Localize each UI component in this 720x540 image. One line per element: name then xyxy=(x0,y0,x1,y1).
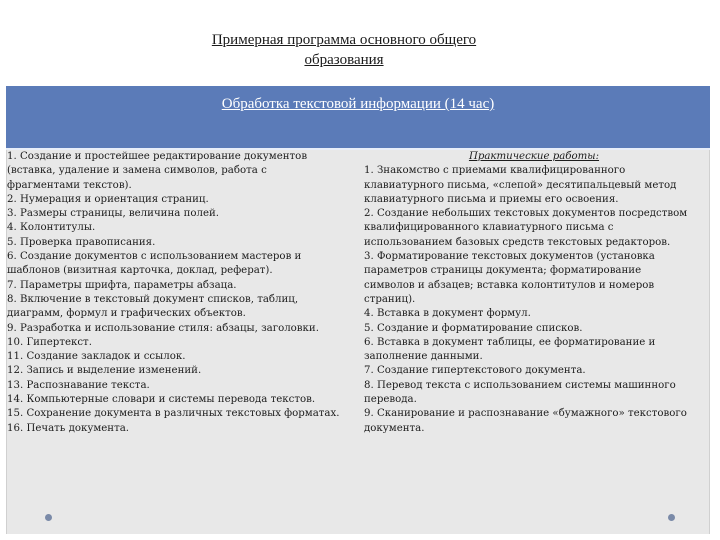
practical-work-line: 9. Сканирование и распознавание «бумажного» текстового xyxy=(364,408,687,420)
topic-line: 6. Создание документов с использованием мастеров и xyxy=(7,251,302,263)
topic-line: 4. Колонтитулы. xyxy=(7,222,96,234)
bullet-dot-left xyxy=(45,514,52,521)
topic-line: шаблонов (визитная карточка, доклад, реферат). xyxy=(7,265,273,277)
practical-work-line: клавиатурного письма и приемы его освоения. xyxy=(364,193,619,205)
topic-line: 8. Включение в текстовый документ списков, таблиц, xyxy=(7,293,299,305)
topic-line: 16. Печать документа. xyxy=(7,422,130,434)
section-band xyxy=(6,86,710,150)
practical-work-line: использованием базовых средств текстовых редакторов. xyxy=(364,236,671,248)
practical-work-line: квалифицированного клавиатурного письма с xyxy=(364,222,614,234)
practical-work-line: 8. Перевод текста с использованием системы машинного xyxy=(364,379,676,391)
topic-line: (вставка, удаление и замена символов, работа с xyxy=(7,165,267,177)
topic-line: 14. Компьютерные словари и системы перевода текстов. xyxy=(7,394,316,406)
topic-line: 11. Создание закладок и ссылок. xyxy=(7,351,186,363)
topic-line: диаграмм, формул и графических объектов. xyxy=(7,308,246,320)
topic-line: 10. Гипертекст. xyxy=(7,336,92,348)
practical-work-line: параметров страницы документа; форматирование xyxy=(364,265,642,277)
topic-line: 1. Создание и простейшее редактирование документов xyxy=(7,151,308,162)
practical-work-line: 5. Создание и форматирование списков. xyxy=(364,322,583,334)
topic-line: 2. Нумерация и ориентация страниц. xyxy=(7,193,209,205)
topic-line: 13. Распознавание текста. xyxy=(7,379,150,391)
practical-work-line: 1. Знакомство с приемами квалифицированного xyxy=(364,165,626,177)
page-title-line-1: Примерная программа основного общего xyxy=(211,32,477,48)
content-panel xyxy=(6,150,710,534)
practical-work-line: 3. Форматирование текстовых документов (установка xyxy=(364,251,655,263)
practical-work-line: 6. Вставка в документ таблицы, ее форматирование и xyxy=(364,336,656,348)
practical-work-line: заполнение данными. xyxy=(364,351,483,363)
topic-line: 5. Проверка правописания. xyxy=(7,236,156,248)
topic-line: фрагментами текстов). xyxy=(7,179,132,191)
practical-work-line: 2. Создание небольших текстовых документов посредством xyxy=(364,208,688,220)
practical-work-line: перевода. xyxy=(364,394,417,406)
page-title xyxy=(0,30,688,70)
practical-works-column xyxy=(364,150,704,436)
topic-line: 7. Параметры шрифта, параметры абзаца. xyxy=(7,279,237,291)
topic-line: 12. Запись и выделение изменений. xyxy=(7,365,202,377)
topic-line: 9. Разработка и использование стиля: абзацы, заголовки. xyxy=(7,322,319,334)
topic-line: 15. Сохранение документа в различных текстовых форматах. xyxy=(7,408,340,420)
practical-work-line: клавиатурного письма, «слепой» десятипальцевый метод xyxy=(364,179,677,191)
practical-work-line: символов и абзацев; вставка колонтитулов и номеров xyxy=(364,279,655,291)
practical-works-heading: Практические работы: xyxy=(468,151,600,162)
section-title: Обработка текстовой информации (14 час) xyxy=(221,96,495,112)
practical-work-line: 7. Создание гипертекстового документа. xyxy=(364,365,586,377)
practical-work-line: 4. Вставка в документ формул. xyxy=(364,308,531,320)
practical-work-line: документа. xyxy=(364,422,425,434)
topic-line: 3. Размеры страницы, величина полей. xyxy=(7,208,220,220)
bullet-dot-right xyxy=(668,514,675,521)
topics-column xyxy=(7,150,363,436)
practical-work-line: страниц). xyxy=(364,293,416,305)
page-title-line-2: образования xyxy=(304,52,384,68)
